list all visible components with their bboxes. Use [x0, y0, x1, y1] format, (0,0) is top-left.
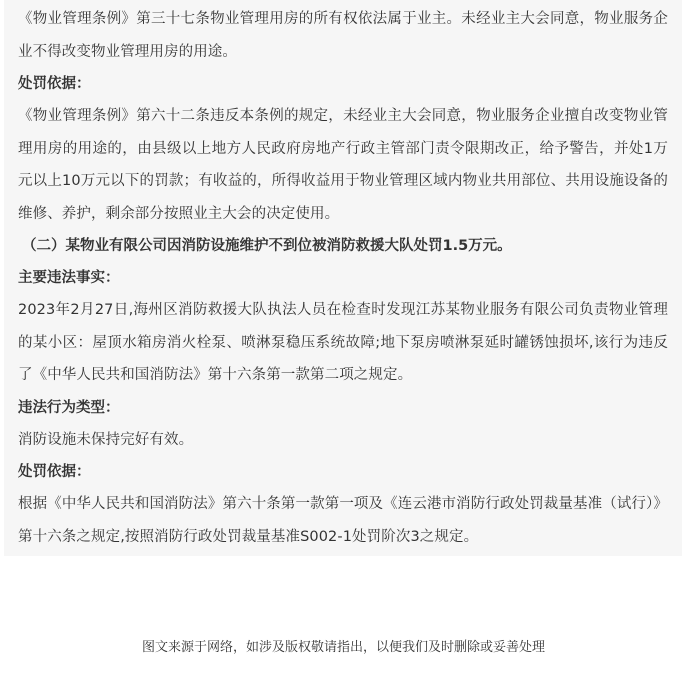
law-article-37-paragraph: 《物业管理条例》第三十七条物业管理用房的所有权依法属于业主。未经业主大会同意，物业服务企业不得改变物业管理用房的用途。 [18, 11, 668, 60]
case-2-title: （二）某物业有限公司因消防设施维护不到位被消防救援大队处罚1.5万元。 [22, 238, 512, 254]
copyright-notice: 图文来源于网络，如涉及版权敬请指出，以便我们及时删除或妥善处理 [141, 640, 545, 655]
penalty-basis-paragraph: 《物业管理条例》第六十二条违反本条例的规定，未经业主大会同意，物业服务企业擅自改变物业管理用房的用途的，由县级以上地方人民政府房地产行政主管部门责令限期改正，给予警告，并处1万元以上10万元以下的罚款；有收益的，所得收益用于物业管理区域内物业共用部位、共用设施设备的维修、养护，剩余部分按照业主大会的决定使用。 [18, 108, 668, 222]
article-content [4, 0, 682, 556]
violation-type-heading: 违法行为类型： [18, 399, 120, 416]
main-facts-paragraph: 2023年2月27日,海州区消防救援大队执法人员在检查时发现江苏某物业服务有限公司负责物业管理的某小区：屋顶水箱房消火栓泵、喷淋泵稳压系统故障;地下泵房喷淋泵延时罐锈蚀损坏,该行为违反了《中华人民共和国消防法》第十六条第一款第二项之规定。 [18, 302, 668, 383]
penalty-basis-heading-2: 处罚依据： [18, 464, 91, 480]
penalty-basis-heading: 处罚依据： [18, 76, 91, 92]
penalty-basis-paragraph-2: 根据《中华人民共和国消防法》第六十条第一款第一项及《连云港市消防行政处罚裁量基准（试行）》第十六条之规定,按照消防行政处罚裁量基准S002-1处罚阶次3之规定。 [18, 496, 668, 545]
violation-type-paragraph: 消防设施未保持完好有效。 [18, 431, 194, 448]
main-facts-heading: 主要违法事实： [18, 270, 120, 286]
